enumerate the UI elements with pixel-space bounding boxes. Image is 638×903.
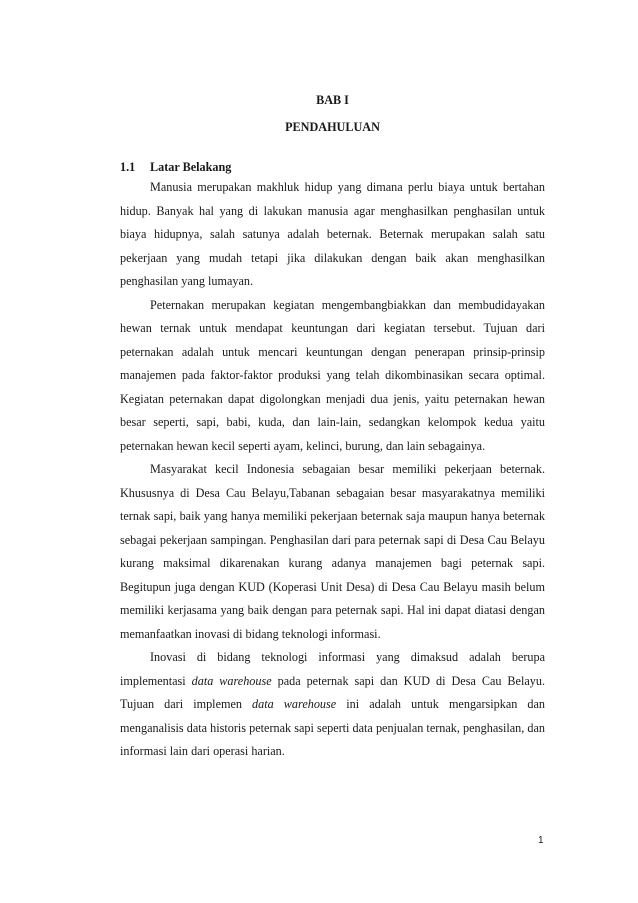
paragraph-1: Manusia merupakan makhluk hidup yang dimana perlu biaya untuk bertahan hidup. Banyak hal yang di lakukan manusia agar menghasilkan penghasilan untuk biaya hidupnya, salah satunya adalah beternak. Beternak merupakan salah satu pekerjaan yang mudah tetapi jika dilakukan dengan baik akan menghasilkan penghasilan yang lumayan. — [120, 180, 545, 288]
section-heading — [120, 159, 231, 175]
paragraph-3: Masyarakat kecil Indonesia sebagaian besar memiliki pekerjaan beternak. Khususnya di Desa Cau Belayu,Tabanan sebagaian besar masyarakatnya memiliki ternak sapi, baik yang hanya memiliki pekerjaan beternak saja maupun hanya beternak sebagai pekerjaan sampingan. Penghasilan dari para peternak sapi di Desa Cau Belayu kurang maksimal dikarenakan kurang adanya manajemen bagi peternak sapi. Begitupun juga dengan KUD (Koperasi Unit Desa) di Desa Cau Belayu masih belum memiliki kerjasama yang baik dengan para peternak sapi. Hal ini dapat diatasi dengan memanfaatkan inovasi di bidang teknologi informasi. — [120, 462, 545, 641]
chapter-label: BAB I — [316, 93, 349, 107]
paragraph-4-term-1: data warehouse — [191, 673, 272, 688]
paragraph-4 — [120, 646, 545, 764]
section-title: Latar Belakang — [150, 160, 232, 174]
paragraph-4-text-2: pada peternak sapi dan KUD di Desa Cau Belayu. Tujuan dari implemen — [120, 673, 545, 711]
paragraph-4-term-2: data warehouse — [252, 697, 337, 711]
paragraph-2: Peternakan merupakan kegiatan mengembangbiakkan dan membudidayakan hewan ternak untuk mendapat keuntungan dari kegiatan tersebut. Tujuan dari peternakan adalah untuk mencari keuntungan dengan penerapan prinsip-prinsip manajemen pada faktor-faktor produksi yang telah dikombinasikan secara optimal. Kegiatan peternakan dapat digolongkan menjadi dua jenis, yaitu peternakan hewan besar seperti, sapi, babi, kuda, dan lain-lain, sedangkan kelompok kedua yaitu peternakan hewan kecil seperti ayam, kelinci, burung, dan lain sebagainya. — [120, 297, 545, 453]
chapter-title: PENDAHULUAN — [285, 120, 380, 134]
page-number: 1 — [538, 835, 544, 846]
paragraph-4-text-3: ini adalah untuk mengarsipkan dan menganalisis data historis peternak sapi seperti data penjualan ternak, penghasilan, dan informasi lain dari operasi harian. — [120, 697, 546, 758]
body-text — [120, 176, 545, 764]
paragraph-4-text-1: Inovasi di bidang teknologi informasi yang dimaksud adalah berupa implementasi — [120, 650, 545, 688]
section-number: 1.1 — [120, 160, 136, 174]
